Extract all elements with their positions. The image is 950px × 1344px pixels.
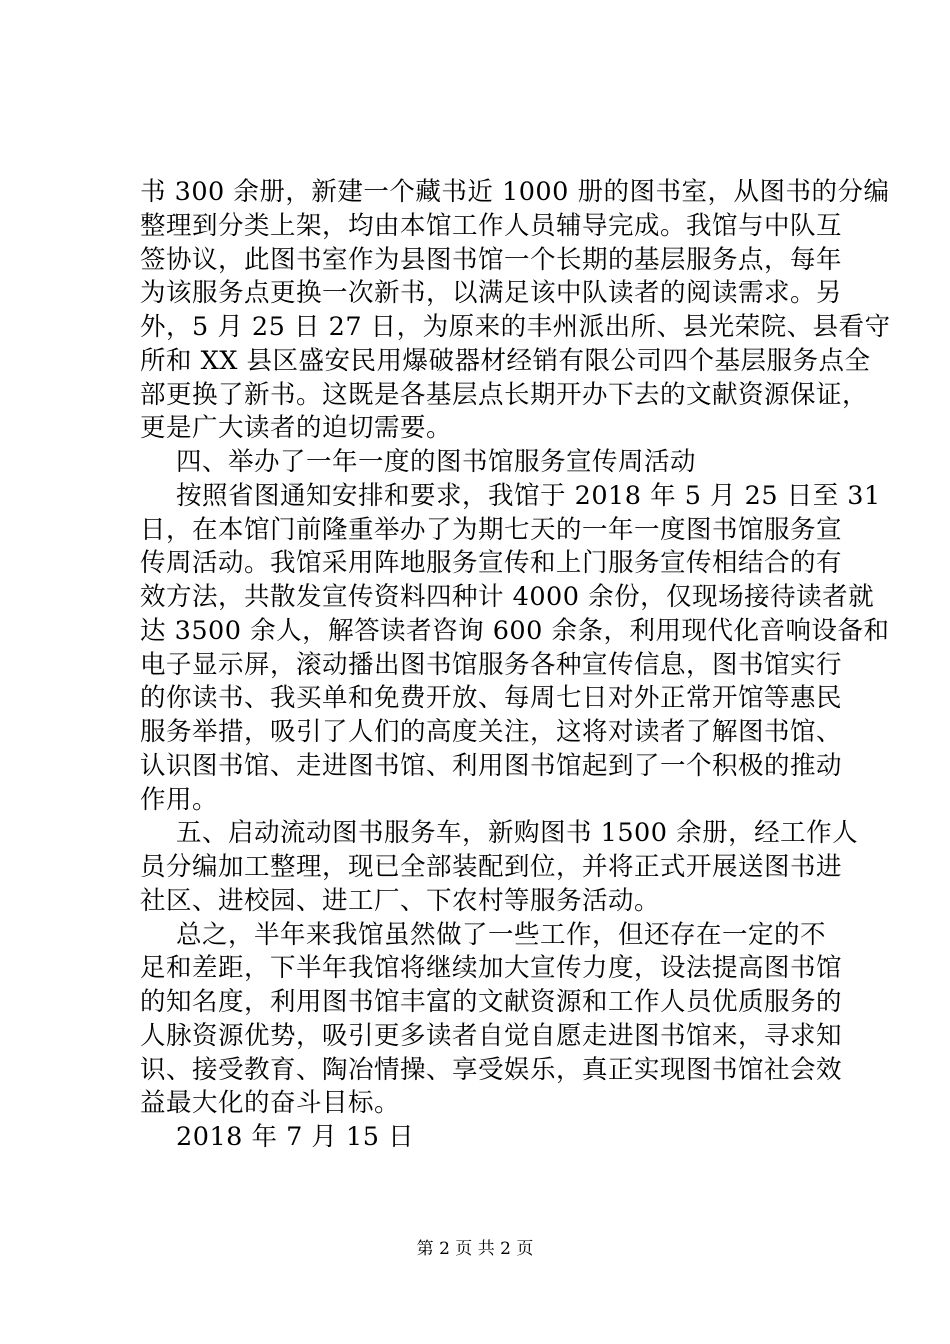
- body-text-line: 认识图书馆、走进图书馆、利用图书馆起到了一个积极的推动: [140, 750, 843, 781]
- body-text-line: 五、启动流动图书服务车，新购图书 1500 余册，经工作人: [176, 818, 859, 849]
- document-body: [140, 176, 891, 1155]
- body-text-line: 传周活动。我馆采用阵地服务宣传和上门服务宣传相结合的有: [140, 548, 843, 579]
- body-text-line: 作用。: [140, 784, 219, 815]
- body-text-line: 的你读书、我买单和免费开放、每周七日对外正常开馆等惠民: [140, 683, 843, 714]
- body-text-line: 为该服务点更换一次新书，以满足该中队读者的阅读需求。另: [140, 278, 843, 309]
- body-text-line: 更是广大读者的迫切需要。: [140, 413, 453, 444]
- body-text-line: 整理到分类上架，均由本馆工作人员辅导完成。我馆与中队互: [140, 210, 843, 241]
- page-footer: 第 2 页 共 2 页: [416, 1239, 534, 1259]
- body-text-line: 足和差距，下半年我馆将继续加大宣传力度，设法提高图书馆: [140, 953, 843, 984]
- body-text-line: 益最大化的奋斗目标。: [140, 1088, 401, 1119]
- body-text-line: 的知名度，利用图书馆丰富的文献资源和工作人员优质服务的: [140, 987, 843, 1017]
- body-text-line: 社区、进校园、进工厂、下农村等服务活动。: [140, 885, 661, 916]
- body-text-line: 服务举措，吸引了人们的高度关注，这将对读者了解图书馆、: [140, 717, 843, 747]
- body-text-line: 外，5 月 25 日 27 日，为原来的丰州派出所、县光荣院、县看守: [140, 312, 891, 342]
- body-text-line: 日，在本馆门前隆重举办了为期七天的一年一度图书馆服务宣: [140, 514, 843, 545]
- body-text-line: 达 3500 余人，解答读者咨询 600 余条，利用现代化音响设备和: [140, 615, 890, 646]
- body-text-line: 书 300 余册，新建一个藏书近 1000 册的图书室，从图书的分编: [140, 177, 890, 207]
- body-text-line: 人脉资源优势，吸引更多读者自觉自愿走进图书馆来，寻求知: [140, 1020, 843, 1051]
- body-text-line: 按照省图通知安排和要求，我馆于 2018 年 5 月 25 日至 31: [176, 480, 881, 511]
- body-text-line: 电子显示屏，滚动播出图书馆服务各种宣传信息，图书馆实行: [140, 649, 843, 680]
- body-text-line: 签协议，此图书室作为县图书馆一个长期的基层服务点，每年: [140, 244, 843, 275]
- body-text-line: 员分编加工整理，现已全部装配到位，并将正式开展送图书进: [140, 852, 843, 882]
- body-text-line: 2018 年 7 月 15 日: [176, 1122, 415, 1152]
- body-text-line: 总之，半年来我馆虽然做了一些工作，但还存在一定的不: [176, 919, 827, 950]
- body-text-line: 识、接受教育、陶冶情操、享受娱乐，真正实现图书馆社会效: [140, 1054, 843, 1085]
- body-text-line: 所和 XX 县区盛安民用爆破器材经销有限公司四个基层服务点全: [140, 345, 871, 376]
- body-text-line: 四、举办了一年一度的图书馆服务宣传周活动: [176, 447, 697, 477]
- body-text-line: 部更换了新书。这既是各基层点长期开办下去的文献资源保证，: [140, 379, 869, 410]
- body-text-line: 效方法，共散发宣传资料四种计 4000 余份，仅现场接待读者就: [140, 582, 875, 612]
